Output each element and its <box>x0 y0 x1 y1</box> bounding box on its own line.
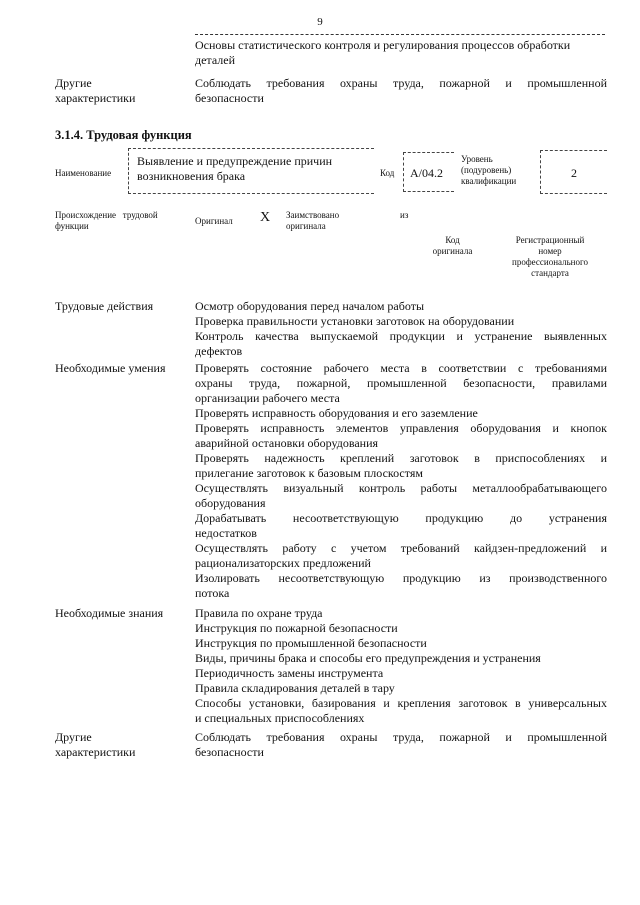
list-item-line: охраны труда, пожарной, промышленной безопасности, правилами <box>195 376 607 390</box>
top-knowledge-item: Основы статистического контроля и регулирования процессов обработки деталей <box>195 38 571 67</box>
list-item <box>195 571 607 601</box>
other-label: Другие характеристики <box>55 730 136 759</box>
name-value: Выявление и предупреждение причин возникновения брака <box>137 154 333 183</box>
top-other-label: Другие характеристики <box>55 76 136 105</box>
list-item-line: Способы установки, базирования и крепления заготовок в универсальных <box>195 696 607 710</box>
list-item <box>195 636 607 651</box>
skills-list <box>195 361 607 601</box>
list-item <box>195 329 607 359</box>
origin-original: Оригинал <box>195 216 233 226</box>
list-item-line: Контроль качества выпускаемой продукции и устранение выявленных <box>195 329 607 343</box>
list-item-line: оборудования <box>195 496 266 510</box>
list-item-line: Правила складирования деталей в тару <box>195 681 395 695</box>
list-item <box>195 511 607 541</box>
knowledge-label: Необходимые знания <box>55 606 164 620</box>
level-value: 2 <box>571 166 577 180</box>
list-item-line: Проверять надежность креплений заготовок в приспособлениях и <box>195 451 607 465</box>
list-item <box>195 299 607 314</box>
code-label: Код <box>380 168 395 178</box>
list-item-line: рационализаторских предложений <box>195 556 371 570</box>
list-item-line: Проверять исправность оборудования и его заземление <box>195 406 478 420</box>
code-original-caption: Код оригинала <box>432 235 473 256</box>
list-item-line: Виды, причины брака и способы его предупреждения и устранения <box>195 651 541 665</box>
list-item <box>195 666 607 681</box>
name-label: Наименование <box>55 168 112 178</box>
origin-from: из <box>400 210 409 220</box>
skills-label: Необходимые умения <box>55 361 166 375</box>
list-item <box>195 451 607 481</box>
list-item-line: и специальных приспособлениях <box>195 711 365 725</box>
list-item-line: Проверка правильности установки заготовок на оборудовании <box>195 314 515 328</box>
list-item <box>195 541 607 571</box>
labor-actions-list <box>195 299 607 359</box>
section-heading: 3.1.4. Трудовая функция <box>55 128 192 142</box>
list-item-line: Правила по охране труда <box>195 606 323 620</box>
list-item <box>195 681 607 696</box>
list-item <box>195 621 607 636</box>
knowledge-list <box>195 606 607 726</box>
labor-actions-label: Трудовые действия <box>55 299 154 313</box>
list-item-line: прилегание заготовок к базовым плоскостям <box>195 466 423 480</box>
origin-borrowed: Заимствовано оригинала <box>286 210 340 231</box>
code-value: A/04.2 <box>410 166 443 180</box>
top-rule <box>195 34 605 35</box>
list-item <box>195 651 607 666</box>
other-text: Соблюдать требования охраны труда, пожарной и промышленной безопасности <box>195 730 607 759</box>
list-item-line: Дорабатывать несоответствующую продукцию до устранения <box>195 511 607 525</box>
list-item-line: Проверять исправность элементов управления оборудования и кнопок <box>195 421 607 435</box>
level-label: Уровень (подуровень) квалификации <box>461 154 517 186</box>
list-item <box>195 606 607 621</box>
list-item-line: Инструкция по пожарной безопасности <box>195 621 398 635</box>
list-item <box>195 361 607 406</box>
list-item-line: потока <box>195 586 230 600</box>
list-item <box>195 481 607 511</box>
list-item-line: организации рабочего места <box>195 391 340 405</box>
list-item-line: Проверять состояние рабочего места в соответствии с требованиями <box>195 361 607 375</box>
list-item-line: Изолировать несоответствующую продукцию из производственного <box>195 571 607 585</box>
list-item-line: Осуществлять работу с учетом требований кайдзен-предложений и <box>195 541 607 555</box>
list-item <box>195 421 607 451</box>
reg-number-caption: Регистрационный номер профессионального стандарта <box>512 235 588 278</box>
list-item-line: Осмотр оборудования перед началом работы <box>195 299 425 313</box>
list-item-line: аварийной остановки оборудования <box>195 436 379 450</box>
list-item-line: Инструкция по промышленной безопасности <box>195 636 427 650</box>
list-item-line: недостатков <box>195 526 257 540</box>
list-item <box>195 406 607 421</box>
top-other-text: Соблюдать требования охраны труда, пожарной и промышленной безопасности <box>195 76 607 105</box>
page-number: 9 <box>317 16 323 28</box>
list-item <box>195 314 607 329</box>
list-item <box>195 696 607 726</box>
list-item-line: Периодичность замены инструмента <box>195 666 384 680</box>
list-item-line: дефектов <box>195 344 243 358</box>
list-item-line: Осуществлять визуальный контроль работы металлообрабатывающего <box>195 481 607 495</box>
origin-label: Происхождение трудовой функции <box>55 210 158 231</box>
origin-mark: X <box>260 210 271 225</box>
